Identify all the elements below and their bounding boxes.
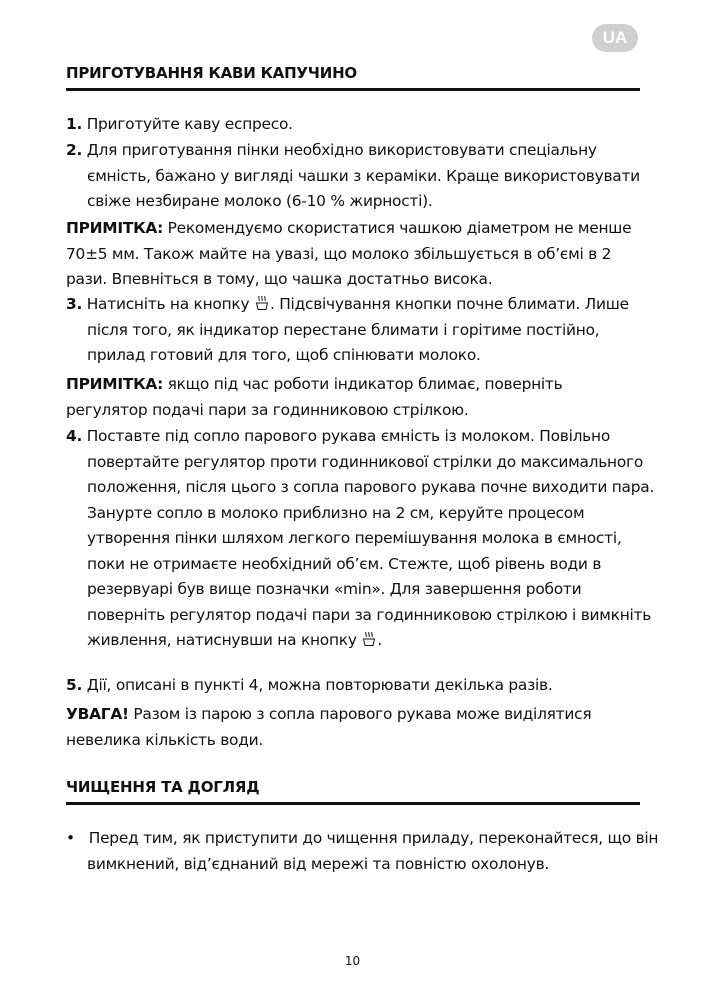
language-badge: UA (592, 24, 638, 52)
step-number: 1. (66, 115, 83, 133)
note-text: якщо під час роботи індикатор блимає, поверніть регулятор подачі пари за годинниковою стрілкою. (66, 375, 563, 419)
step-text: Поставте під сопло парового рукава ємність із молоком. Повільно повертайте регулятор проти годинникової стрілки до максимального положення, після цього з сопла парового рукава почне виходити пара. Занурте сопло в молоко приблизно на 2 см, керуйте процесом утворення пінки шляхом легкого перемішування молока в ємності, поки не отримаєте необхідний об’єм. Стежте, щоб рівень води в резервуарі був вище позначки «min». Для завершення роботи поверніть регулятор подачі пари за годинниковою стрілкою і вимкніть живлення, натиснувши на кнопку (86, 427, 655, 649)
note-1 (66, 216, 640, 293)
note-label: ПРИМІТКА: (66, 219, 163, 237)
step-text-cont: . (377, 631, 382, 649)
step-text: Дії, описані в пункті 4, можна повторювати декілька разів. (86, 676, 553, 694)
step-1 (66, 112, 661, 138)
bullet-text: Перед тим, як приступити до чищення приладу, переконайтеся, що він вимкнений, від’єднаний від мережі та повністю охолонув. (87, 829, 659, 873)
step-number: 5. (66, 676, 83, 694)
bullet-item (66, 826, 661, 877)
warning (66, 702, 640, 753)
warning-label: УВАГА! (66, 705, 129, 723)
step-number: 2. (66, 141, 83, 159)
note-text: Рекомендуємо скористатися чашкою діаметром не менше 70±5 мм. Також майте на увазі, що молоко збільшується в об’ємі в 2 рази. Впевніться в тому, що чашка достатньо висока. (66, 219, 632, 288)
section-title-cappuccino: ПРИГОТУВАННЯ КАВИ КАПУЧИНО (66, 64, 640, 91)
step-text: Приготуйте каву еспресо. (86, 115, 293, 133)
bullet-icon: • (66, 829, 75, 847)
step-number: 4. (66, 427, 83, 445)
step-3 (66, 292, 661, 369)
note-2 (66, 372, 640, 423)
step-text: Натисніть на кнопку (86, 295, 254, 313)
step-text: Для приготування пінки необхідно використовувати спеціальну ємність, бажано у вигляді чашки з кераміки. Краще використовувати свіже незбиране молоко (6-10 % жирності). (86, 141, 640, 210)
section-title-cleaning: ЧИЩЕННЯ ТА ДОГЛЯД (66, 778, 640, 805)
step-number: 3. (66, 295, 83, 313)
step-5 (66, 673, 661, 699)
page-number: 10 (344, 954, 361, 968)
step-4 (66, 424, 661, 654)
step-text-cont: . Підсвічування кнопки почне блимати. Лише після того, як індикатор перестане блимати і горітиме постійно, прилад готовий для того, щоб спінювати молоко. (87, 295, 629, 364)
steam-icon (254, 295, 270, 311)
note-label: ПРИМІТКА: (66, 375, 163, 393)
step-2 (66, 138, 661, 215)
warning-text: Разом із парою з сопла парового рукава може виділятися невелика кількість води. (66, 705, 592, 749)
steam-icon (361, 631, 377, 647)
